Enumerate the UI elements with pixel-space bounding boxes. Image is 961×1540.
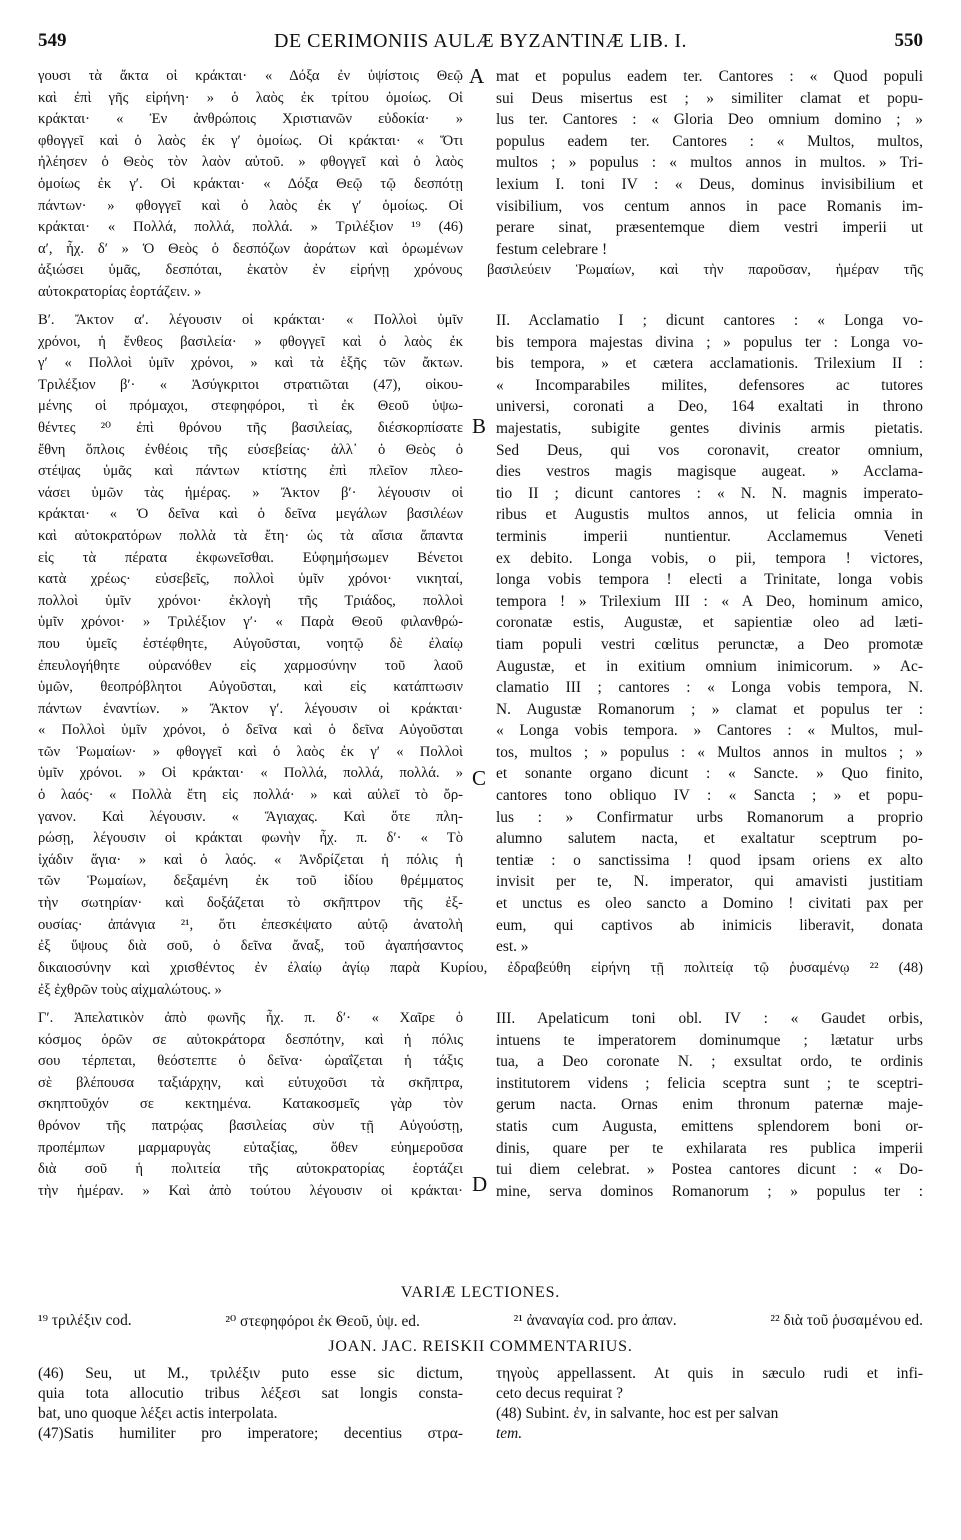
latin-line: clamatio III ; cantores : « Longa vobis tempora, N. xyxy=(496,679,923,697)
latin-line: terminis imperii nuntientur. Acclamemus Veneti xyxy=(496,527,923,545)
latin-line: lus ter. Cantores : « Gloria Deo omnium domino ; » xyxy=(496,111,923,129)
latin-line: dinis, quare per te exhilarata res publica imperii xyxy=(496,1139,923,1157)
greek-line: στέψας ὑμᾶς καὶ πάντων κτίστης ἐπὶ πλεῖον πλεο- xyxy=(38,463,463,480)
variae-lectiones-heading: VARIÆ LECTIONES. xyxy=(400,1284,561,1301)
latin-line: « Incomparabiles milites, defensores ac tutores xyxy=(496,376,923,394)
greek-line: διὰ σοῦ ἡ πολιτεία τῆς αὐτοκρατορίας ἑορτάζει xyxy=(38,1161,463,1178)
greek-line: μένης οἱ πρόμαχοι, στεφηφόροι, τὶ ἐκ Θεοῦ ὑψω- xyxy=(38,398,463,415)
latin-line: tos, multos ; » populus : « Multos annos in multos ; » xyxy=(496,743,923,761)
greek-line: ὑμῶν, θεοπρόβλητοι Αὐγοῦσται, καὶ εἰς κατάπτωσιν xyxy=(38,679,463,696)
latin-line: tui diem celebrat. » Postea cantores dicunt : « Do- xyxy=(496,1161,923,1179)
latin-line: Sed Deus, qui vos coronavit, creator omnium, xyxy=(496,441,923,459)
greek-line: κράκται· « Ὁ δεῖνα καὶ ὁ δεῖνα μεγάλων βασιλέων xyxy=(38,506,463,523)
latin-line: invisit per te, N. imperator, qui amavisti justitiam xyxy=(496,873,923,891)
latin-line: et sonante organo dicunt : « Sancte. » Quo finito, xyxy=(496,765,923,783)
latin-line: tua, a Deo coronate N. ; exsultat ordo, te ordinis xyxy=(496,1053,923,1071)
running-title: DE CERIMONIIS AULÆ BYZANTINÆ LIB. I. xyxy=(274,30,687,52)
latin-line: populus eadem ter. Cantores : « Multos, multos, xyxy=(496,132,923,150)
latin-line: dies vestros magis magisque augeat. » Acclama- xyxy=(496,463,923,481)
greek-line: εἰς τὰ πέρατα ἐκφωνεῖσθαι. Εὐφημήσωμεν Βένετοι xyxy=(38,549,463,566)
latin-line: tio II ; dicunt cantores : « N. N. magnis imperato- xyxy=(496,484,923,502)
commentary-line: (46) Seu, ut M., τριλέξιν puto esse sic dictum, xyxy=(38,1365,463,1382)
latin-line: cantores tono obliquo IV : « Sancta ; » et popu- xyxy=(496,787,923,805)
latin-line: intuens te imperatorem dominumque ; lætatur urbs xyxy=(496,1031,923,1049)
greek-full-line: δικαιοσύνην καὶ χρισθέντος ἐν ἐλαίῳ ἁγίῳ παρὰ Κυρίου, ἐδραβεύθη εἰρήνη τῇ πολιτείᾳ τῷ ῥυσαμένῳ ²² (48) xyxy=(38,960,923,976)
variant-note: ²⁰ στεφηφόροι ἐκ Θεοῦ, ὑψ. ed. xyxy=(225,1313,420,1330)
commentary-left-column xyxy=(38,1364,463,1444)
latin-line: N. Augustæ Romanorum ; » clamat et populus ter : xyxy=(496,700,923,718)
greek-line: πολλοὶ ὑμῖν χρόνοι· ἐκλογὴ τῆς Τριάδος, πολλοὶ xyxy=(38,592,463,609)
greek-line: ἠλέησεν ὁ Θεὸς τὸν λαὸν αὐτοῦ. » φθογγεῖ καὶ ὁ λαὸς xyxy=(38,154,463,171)
greek-line: ἰχάδιν ἅγια· » καὶ ὁ λαός. « Ἀνδρίζεται ἡ πόλις ἡ xyxy=(38,851,463,868)
latin-line: gerum nacta. Ornas enim thronum paternæ maje- xyxy=(496,1096,923,1114)
greek-line: σὲ βλέπουσα ταξιάρχην, καὶ εὐτυχοῦσι τὰ σκῆπτρα, xyxy=(38,1074,463,1091)
variant-note: ²² διὰ τοῦ ῥυσαμένου ed. xyxy=(770,1312,923,1329)
variant-note: ¹⁹ τριλέξιν cod. xyxy=(38,1312,132,1329)
commentary-line: bat, uno quoque λέξει actis interpolata. xyxy=(38,1405,278,1422)
latin-line: III. Apelaticum toni obl. IV : « Gaudet orbis, xyxy=(496,1010,923,1027)
greek-full-line: αὐτοκρατορίας ἑορτάζειν. » xyxy=(38,283,202,300)
greek-line: ἐξ ὕψους διὰ σοῦ, ὁ δεῖνα ἄναξ, τοῦ ἀγαπήσαντος xyxy=(38,938,463,955)
commentary-right-column xyxy=(496,1364,923,1444)
greek-line: τῶν Ῥωμαίων· » φθογγεῖ καὶ ὁ λαὸς ἐκ γ′ « Πολλοὶ xyxy=(38,743,463,760)
latin-line: ex debito. Longa vobis, o pii, tempora ! victores, xyxy=(496,549,923,567)
greek-line: κόσμος ὁρῶν σε αὐτοκράτορα δεσπότην, καὶ ἡ πόλις xyxy=(38,1031,463,1048)
greek-line: καὶ ἐπὶ γῆς εἰρήνη· » ὁ λαὸς ἐκ τρίτου ὁμοίως. Οἱ xyxy=(38,89,463,106)
margin-letter-c: C xyxy=(472,766,487,790)
left-page-number: 549 xyxy=(38,30,67,51)
greek-line: « Πολλοὶ ὑμῖν χρόνοι, ὁ δεῖνα καὶ ὁ δεῖνα Αὐγοῦσται xyxy=(38,722,463,739)
greek-line: φθογγεῖ καὶ ὁ λαὸς ἐκ γ′ ὁμοίως. Οἱ κράκται· « Ὅτι xyxy=(38,132,463,149)
greek-line: Γ′. Ἀπελατικὸν ἀπὸ φωνῆς ἦχ. π. δ′· « Χαῖρε ὁ xyxy=(38,1010,463,1026)
latin-line: statis cum Augusta, emittens splendorem boni or- xyxy=(496,1117,923,1135)
greek-line: που ὑμεῖς ἐστέφθητε, Αὐγοῦσται, νοητῷ δὲ ἐλαίῳ xyxy=(38,635,463,652)
greek-line: ἐπευλογήθητε οὐρανόθεν εἰς χαρμοσύνην τοῦ λαοῦ xyxy=(38,657,463,674)
latin-line: perare sinat, præsentemque diem vestri imperii ut xyxy=(496,219,923,237)
greek-column-section-2 xyxy=(38,310,463,958)
latin-line: lexium I. toni IV : « Deus, dominus invisibilium et xyxy=(496,175,923,193)
greek-line: σου τέρπεται, θεόστεπτε ὁ δεῖνα· ὡραΐζεται ἡ τάξις xyxy=(38,1053,463,1070)
latin-column-section-2 xyxy=(496,310,923,958)
greek-line: θρόνον τῆς πατρῴας βασιλείας σὺν τῇ Αὐγούστῃ, xyxy=(38,1117,463,1134)
latin-line: mine, serva dominos Romanorum ; » populus ter : xyxy=(496,1182,923,1200)
latin-line: II. Acclamatio I ; dicunt cantores : « Longa vo- xyxy=(496,312,923,329)
right-page-number: 550 xyxy=(894,30,923,51)
latin-line: universi, coronati a Deo, 164 exaltati in throno xyxy=(496,398,923,416)
greek-line: τῶν Ῥωμαίων, δεξαμένη ἐκ τοῦ ἰδίου θρέμματος xyxy=(38,873,463,890)
greek-column-section-1 xyxy=(38,66,463,260)
greek-full-line: ἀξιώσει ὑμᾶς, δεσπόται, ἑκατὸν ἐν εἰρήνῃ χρόνους βασιλεύειν Ῥωμαίων, καὶ τὴν παροῦσαν, ἡμέραν τῆς xyxy=(38,262,923,278)
latin-line: coronatæ estis, Augustæ, et sapientiæ oleo ad læti- xyxy=(496,614,923,632)
latin-line: multos ; » populus : « multos annos in multos. » Tri- xyxy=(496,154,923,172)
greek-line: τὴν σωτηρίαν· καὶ δοξάζεται τὸ σκῆπτρον τῆς ἐξ- xyxy=(38,895,463,912)
greek-line: α′, ἦχ. δ′ » Ὁ Θεὸς ὁ δεσπόζων ἀοράτων καὶ ὁρωμένων xyxy=(38,240,463,257)
latin-line: lus : » Confirmatur urbs Romanorum a proprio xyxy=(496,808,923,826)
greek-line: νάσει ὑμῶν τὰς ἡμέρας. » Ἄκτον β′· λέγουσιν οἱ xyxy=(38,484,463,501)
greek-line: ὑμῖν χρόνοι. » Οἱ κράκται· « Πολλά, πολλά, πολλά. » xyxy=(38,765,463,782)
greek-line: κράκται· « Πολλά, πολλά, πολλά. » Τριλέξιον ¹⁹ (46) xyxy=(38,219,463,236)
latin-column-section-1 xyxy=(496,66,923,260)
latin-line: Augustæ, et in exitium omnium inimicorum. » Ac- xyxy=(496,657,923,675)
latin-line: ribus et Augustis multos annos, ut felicia omnia in xyxy=(496,506,923,524)
latin-line: alumno salutem nacta, et exaltatur sceptrum po- xyxy=(496,830,923,848)
latin-line: bis tempora, » et cætera acclamationis. Trilexium II : xyxy=(496,355,923,373)
variae-lectiones-list xyxy=(38,1312,923,1331)
greek-column-section-3 xyxy=(38,1008,463,1202)
greek-line: προπέμπων μαρμαρυγὰς εὐταξίας, ὅθεν εὐημεροῦσα xyxy=(38,1139,463,1156)
latin-line: et unctus es oleo sancto a Domino ! civitati pax per xyxy=(496,895,923,913)
greek-line: τὴν ἡμέραν. » Καὶ ἀπὸ τούτου λέγουσιν οἱ κράκται· xyxy=(38,1182,463,1199)
commentary-line: quia tota allocutio tribus λέξεσι sat longis consta- xyxy=(38,1385,463,1402)
commentary-line: τηγοὺς appellassent. At quis in sæculo rudi et infi- xyxy=(496,1365,923,1382)
latin-line: visibilium, vos centum annos in pace Romanis im- xyxy=(496,197,923,215)
latin-line: festum celebrare ! xyxy=(496,240,608,258)
greek-line: κατὰ χρέως· εὐσεβεῖς, πολλοὶ ὑμῖν χρόνοι· νικηταί, xyxy=(38,571,463,588)
latin-line: bis tempora majestas divina ; » populus ter : Longa vo- xyxy=(496,333,923,351)
latin-line: « Longa vobis tempora. » Cantores : « Multos, mul- xyxy=(496,722,923,740)
commentary-heading: JOAN. JAC. REISKII COMMENTARIUS. xyxy=(328,1338,633,1355)
latin-column-section-3 xyxy=(496,1008,923,1202)
greek-line: Τριλέξιον β′· « Ἀσύγκριτοι στρατιῶται (47), οἰκου- xyxy=(38,376,463,393)
margin-letter-d: D xyxy=(472,1172,488,1196)
latin-line: majestatis, subigite gentes divinis armis pietatis. xyxy=(496,419,923,437)
variant-note: ²¹ ἀναναγία cod. pro ἀπαν. xyxy=(513,1312,677,1329)
greek-line: γανον. Καὶ λέγουσιν. « Ἅγιαχας. Καὶ ὅτε πλη- xyxy=(38,808,463,825)
commentary-line: (48) Subint. ἐν, in salvante, hoc est per salvan xyxy=(496,1405,779,1422)
latin-line: tiam populi vestri cœlitus perunctæ, a Deo promotæ xyxy=(496,635,923,653)
greek-line: ὁμοίως ἐκ γ′. Οἱ κράκται· « Δόξα Θεῷ τῷ δεσπότῃ xyxy=(38,175,463,192)
greek-line: χρόνοι, ἡ ἔνθεος βασιλεία· » φθογγεῖ καὶ ὁ λαὸς ἐκ xyxy=(38,333,463,350)
latin-line: longa vobis tempora ! electi a Trinitate, longa vobis xyxy=(496,571,923,589)
latin-line: est. » xyxy=(496,938,529,956)
greek-line: γουσι τὰ ἄκτα οἱ κράκται· « Δόξα ἐν ὑψίστοις Θεῷ xyxy=(38,68,463,84)
latin-line: institutorem videns ; felicia sceptra sunt ; te sceptri- xyxy=(496,1074,923,1092)
greek-line: κράκται· « Ἐν ἀνθρώποις Χριστιανῶν εὐδοκία· » xyxy=(38,111,463,128)
greek-line: θέντες ²⁰ ἐπὶ θρόνου τῆς βασιλείας, διέσκορπίσατε xyxy=(38,419,463,436)
latin-line: tentiæ : o sanctissima ! quod ipsam oriens ex alto xyxy=(496,851,923,869)
latin-line: mat et populus eadem ter. Cantores : « Quod populi xyxy=(496,68,923,85)
greek-line: πάντων ἐναντίων. » Ἄκτον γ′. λέγουσιν οἱ κράκται· xyxy=(38,700,463,717)
greek-line: ρώσῃ, λέγουσιν οἱ κράκται φωνὴν ἦχ. π. δ′· « Τὸ xyxy=(38,830,463,847)
margin-letter-b: B xyxy=(472,414,487,438)
greek-line: Β′. Ἄκτον α′. λέγουσιν οἱ κράκται· « Πολλοὶ ὑμῖν xyxy=(38,312,463,328)
commentary-line: ceto decus requirat ? xyxy=(496,1385,623,1402)
greek-line: ὁ λαός· « Πολλὰ ἔτη εἰς πολλά· » καὶ αὐλεῖ τὸ ὄρ- xyxy=(38,787,463,804)
greek-line: σκηπτοῦχόν σε κεκτημένα. Κατακοσμεῖς γὰρ τὸν xyxy=(38,1096,463,1113)
greek-line: ουσίας· ἀπάνγια ²¹, ὅτι ἐπεσκέψατο αὐτῷ ἀνατολὴ xyxy=(38,916,463,933)
greek-full-line: ἐξ ἐχθρῶν τοὺς αἰχμαλώτους. » xyxy=(38,981,222,998)
margin-letter-a: A xyxy=(469,64,485,88)
running-header xyxy=(38,30,923,60)
latin-line: sui Deus misertus est ; » similiter clamat et popu- xyxy=(496,89,923,107)
greek-line: καὶ αὐτοκρατόρων πολλὰ τὰ ἔτη· ὡς τὰ αἴσια ἅπαντα xyxy=(38,527,463,544)
greek-line: ἔθνη ὅπλοις ἐνθέοις τῆς εὐσεβείας· ἀλλ᾽ ὁ Θεὸς ὁ xyxy=(38,441,463,458)
greek-line: πάντων· » φθογγεῖ καὶ ὁ λαὸς ἐκ γ′ ὁμοίως. Οἱ xyxy=(38,197,463,214)
latin-line: tempora ! » Trilexium III : « A Deo, hominum amico, xyxy=(496,592,923,610)
latin-line: eum, qui captivos ab inimicis liberavit, donata xyxy=(496,916,923,934)
greek-line: γ′ « Πολλοὶ ὑμῖν χρόνοι, » καὶ τὰ ἑξῆς τῶν ἄκτων. xyxy=(38,355,463,372)
greek-full-width-section-2 xyxy=(38,958,923,1001)
greek-line: ὑμῖν χρόνοι· » Τριλέξιον γ′· « Παρὰ Θεοῦ φιλανθρώ- xyxy=(38,614,463,631)
commentary-line: tem. xyxy=(496,1425,523,1442)
commentary-line: (47)Satis humiliter pro imperatore; decentius στρα- xyxy=(38,1425,463,1442)
greek-full-width-section-1 xyxy=(38,260,923,303)
